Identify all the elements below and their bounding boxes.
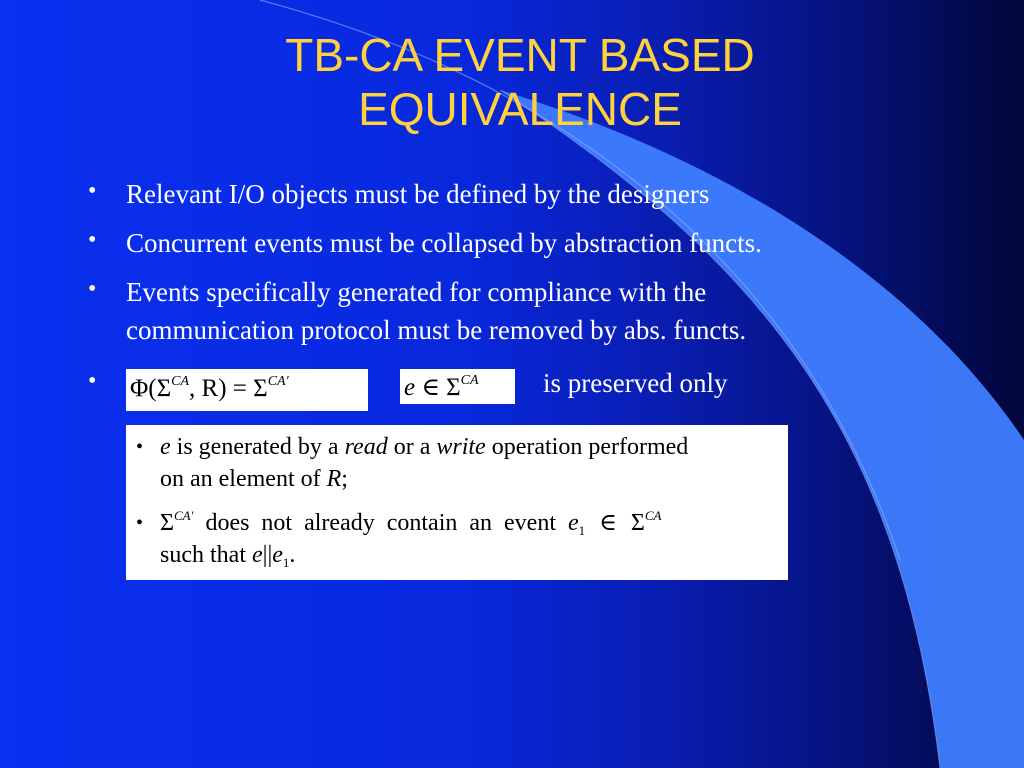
bullet-text-3 (126, 273, 956, 349)
bullet-text-2: Concurrent events must be collapsed by abstraction functs. (126, 228, 762, 258)
formula-elem-sup: CA (460, 373, 479, 388)
bullet-dot: • (88, 276, 97, 302)
bullet-text-1: Relevant I/O objects must be defined by the designers (126, 179, 710, 209)
cond-text: ; (341, 466, 348, 492)
cond-sup: CA (644, 508, 662, 523)
formula-phi-text: Φ(Σ (130, 375, 172, 402)
formula-mid-text: , R) = Σ (189, 375, 268, 402)
formula-e: e (404, 374, 416, 401)
cond-text: operation performed (485, 434, 689, 460)
cond-R: R (326, 466, 342, 492)
bullet-dot: • (88, 227, 97, 253)
cond-text: on an element of (160, 466, 327, 492)
title-line-2: EQUIVALENCE (358, 83, 682, 135)
formula-in-sigma: ∈ Σ (415, 374, 461, 401)
bullet-dot: • (88, 368, 97, 394)
cond-text: is generated by a (170, 434, 345, 460)
cond-write: write (436, 434, 486, 460)
cond-e: e (160, 434, 171, 460)
cond-e: e (272, 542, 283, 568)
cond-sup: CA′ (173, 508, 194, 523)
condition-bullet: • (136, 512, 144, 534)
bullet-text-3-line-2: communication protocol must be removed by abs. functs. (126, 315, 747, 345)
bullet-text-3-line-1: Events specifically generated for compliance with the (126, 277, 707, 307)
cond-text: such that (160, 542, 252, 568)
bullet-text-4: is preserved only (543, 368, 728, 398)
cond-sigma: Σ (160, 510, 174, 536)
title-line-1: TB-CA EVENT BASED (285, 29, 755, 81)
cond-text: does not already contain an event (193, 510, 568, 536)
cond-e: e (251, 542, 263, 568)
cond-parallel: || (262, 542, 273, 568)
cond-read: read (344, 434, 388, 460)
condition-text-1 (160, 431, 782, 495)
cond-text: . (289, 542, 296, 568)
formula-sup-ca: CA (171, 374, 190, 389)
slide-title (120, 28, 920, 136)
formula-event-membership (400, 369, 515, 404)
cond-sub: 1 (578, 523, 586, 538)
cond-sub: 1 (282, 555, 290, 570)
formula-abstraction (126, 369, 368, 411)
cond-text: ∈ Σ (585, 510, 645, 536)
formula-sup-ca-prime: CA′ (267, 374, 289, 389)
cond-text: or a (387, 434, 437, 460)
conditions-box (126, 425, 788, 580)
bullet-dot: • (88, 178, 97, 204)
condition-text-2 (160, 507, 782, 571)
cond-e1: e (567, 510, 579, 536)
condition-bullet: • (136, 436, 144, 458)
